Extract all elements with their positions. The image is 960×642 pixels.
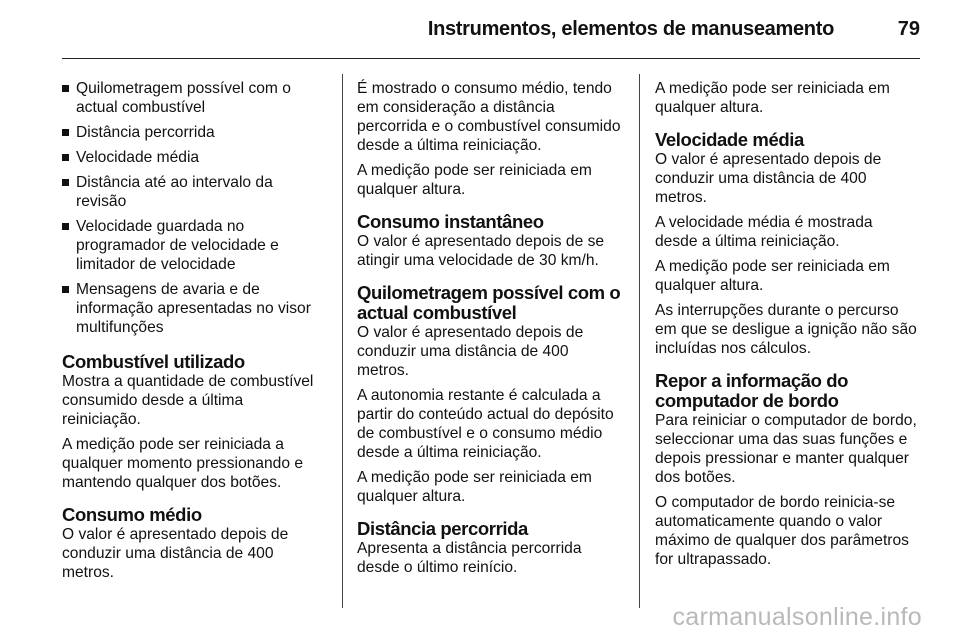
page-header — [0, 0, 960, 56]
bullet-list — [62, 79, 326, 337]
paragraph: Para reiniciar o computador de bordo, seleccionar uma das suas funções e depois pressionar e manter qualquer dos botões. — [655, 412, 917, 486]
section-heading: Repor a informação do computador de bordo — [655, 370, 849, 411]
paragraph: Apresenta a distância percorrida desde o último reinício. — [357, 540, 582, 576]
list-item: Velocidade média — [62, 148, 326, 167]
list-item: Velocidade guardada no programador de velocidade e limitador de velocidade — [62, 217, 326, 274]
paragraph: A medição pode ser reiniciada em qualquer altura. — [655, 80, 890, 116]
list-item: Quilometragem possível com o actual combustível — [62, 79, 326, 117]
list-item: Distância até ao intervalo da revisão — [62, 173, 326, 211]
paragraph: A medição pode ser reiniciada em qualquer altura. — [357, 162, 592, 198]
paragraph: A autonomia restante é calculada a partir do conteúdo actual do depósito de combustível e o consumo médio desde a última reiniciação. — [357, 387, 614, 461]
paragraph: O valor é apresentado depois de conduzir uma distância de 400 metros. — [655, 151, 882, 206]
section-heading: Consumo médio — [62, 504, 202, 525]
paragraph: A velocidade média é mostrada desde a última reiniciação. — [655, 214, 873, 250]
paragraph: A medição pode ser reiniciada em qualquer altura. — [357, 469, 592, 505]
section-heading: Combustível utilizado — [62, 351, 245, 372]
paragraph: O valor é apresentado depois de conduzir uma distância de 400 metros. — [357, 324, 584, 379]
header-divider — [62, 58, 920, 59]
paragraph: A medição pode ser reiniciada em qualquer altura. — [655, 258, 890, 294]
paragraph: É mostrado o consumo médio, tendo em consideração a distância percorrida e o combustível consumido desde a última reiniciação. — [357, 80, 621, 154]
column-divider-1 — [342, 74, 343, 608]
section-heading: Velocidade média — [655, 129, 804, 150]
watermark: carmanualsonline.info — [672, 603, 922, 631]
page-number: 79 — [897, 18, 920, 40]
section-heading: Quilometragem possível com o actual combustível — [357, 282, 621, 323]
section-heading: Distância percorrida — [357, 518, 528, 539]
column-divider-2 — [639, 74, 640, 608]
paragraph: Mostra a quantidade de combustível consumido desde a última reiniciação. — [62, 373, 314, 428]
list-item: Mensagens de avaria e de informação apresentadas no visor multifunções — [62, 280, 326, 337]
section-heading: Consumo instantâneo — [357, 211, 544, 232]
paragraph: O computador de bordo reinicia-se automaticamente quando o valor máximo de qualquer dos parâmetros for ultrapassado. — [655, 494, 909, 568]
paragraph: O valor é apresentado depois de se atingir uma velocidade de 30 km/h. — [357, 233, 605, 269]
column-2 — [357, 79, 621, 583]
list-item: Distância percorrida — [62, 123, 326, 142]
paragraph: O valor é apresentado depois de conduzir uma distância de 400 metros. — [62, 526, 289, 581]
page-title: Instrumentos, elementos de manuseamento — [427, 18, 834, 40]
column-3 — [655, 79, 919, 575]
paragraph: As interrupções durante o percurso em que se desligue a ignição não são incluídas nos cálculos. — [655, 302, 917, 357]
column-1 — [62, 79, 326, 588]
paragraph: A medição pode ser reiniciada a qualquer momento pressionando e mantendo qualquer dos botões. — [62, 436, 303, 491]
